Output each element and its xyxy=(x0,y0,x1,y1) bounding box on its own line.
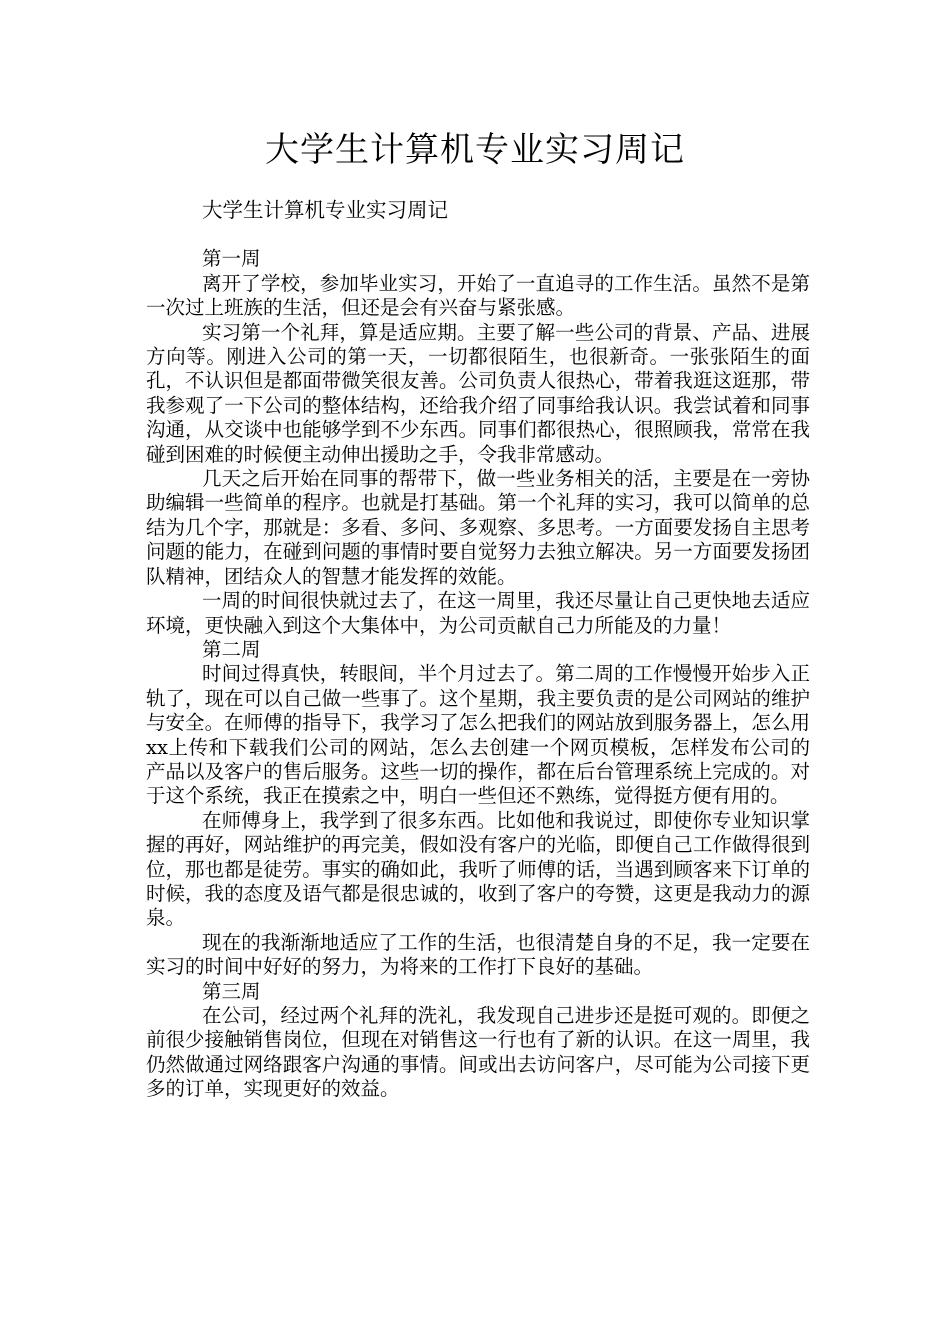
week-2-heading: 第二周 xyxy=(202,637,261,661)
week-1-paragraph: 一周的时间很快就过去了，在这一周里，我还尽量让自己更快地去适应环境，更快融入到这个大集体中，为公司贡献自己力所能及的力量！ xyxy=(146,589,810,637)
week-1-paragraph: 几天之后开始在同事的帮带下，做一些业务相关的活，主要是在一旁协助编辑一些简单的程序。也就是打基础。第一个礼拜的实习，我可以简单的总结为几个字，那就是：多看、多问、多观察、多思考。一方面要发扬自主思考问题的能力，在碰到问题的事情时要自觉努力去独立解决。另一方面要发扬团队精神，团结众人的智慧才能发挥的效能。 xyxy=(146,467,810,588)
document-title: 大学生计算机专业实习周记 xyxy=(265,130,685,170)
week-2-paragraph: 在师傅身上，我学到了很多东西。比如他和我说过，即使你专业知识掌握的再好，网站维护的再完美，假如没有客户的光临，即便自己工作做得很到位，那也都是徒劳。事实的确如此，我听了师傅的话，当遇到顾客来下订单的时候，我的态度及语气都是很忠诚的，收到了客户的夸赞，这更是我动力的源泉。 xyxy=(146,808,810,930)
document-body xyxy=(146,198,810,1102)
week-3-heading: 第三周 xyxy=(202,979,261,1003)
week-1-paragraph: 实习第一个礼拜，算是适应期。主要了解一些公司的背景、产品、进展方向等。刚进入公司的第一天，一切都很陌生，也很新奇。一张张陌生的面孔，不认识但是都面带微笑很友善。公司负责人很热心，带着我逛这逛那，带我参观了一下公司的整体结构，还给我介绍了同事给我认识。我尝试着和同事沟通，从交谈中也能够学到不少东西。同事们都很热心，很照顾我，常常在我碰到困难的时候便主动伸出援助之手，令我非常感动。 xyxy=(146,320,810,466)
week-2-paragraph: 时间过得真快，转眼间，半个月过去了。第二周的工作慢慢开始步入正轨了，现在可以自己做一些事了。这个星期，我主要负责的是公司网站的维护与安全。在师傅的指导下，我学习了怎么把我们的网站放到服务器上，怎么用xx上传和下载我们公司的网站，怎么去创建一个网页模板，怎样发布公司的产品以及客户的售后服务。这些一切的操作，都在后台管理系统上完成的。对于这个系统，我正在摸索之中，明白一些但还不熟练，觉得挺方便有用的。 xyxy=(146,662,810,808)
week-2-paragraph: 现在的我渐渐地适应了工作的生活，也很清楚自身的不足，我一定要在实习的时间中好好的努力，为将来的工作打下良好的基础。 xyxy=(146,930,810,979)
week-1-paragraph: 离开了学校，参加毕业实习，开始了一直追寻的工作生活。虽然不是第一次过上班族的生活，但还是会有兴奋与紧张感。 xyxy=(146,271,810,320)
week-3-paragraph: 在公司，经过两个礼拜的洗礼，我发现自己进步还是挺可观的。即便之前很少接触销售岗位，但现在对销售这一行也有了新的认识。在这一周里，我仍然做通过网络跟客户沟通的事情。间或出去访问客户，尽可能为公司接下更多的订单，实现更好的效益。 xyxy=(146,1004,810,1101)
week-1-heading: 第一周 xyxy=(202,247,261,271)
document-subtitle: 大学生计算机专业实习周记 xyxy=(202,198,448,222)
